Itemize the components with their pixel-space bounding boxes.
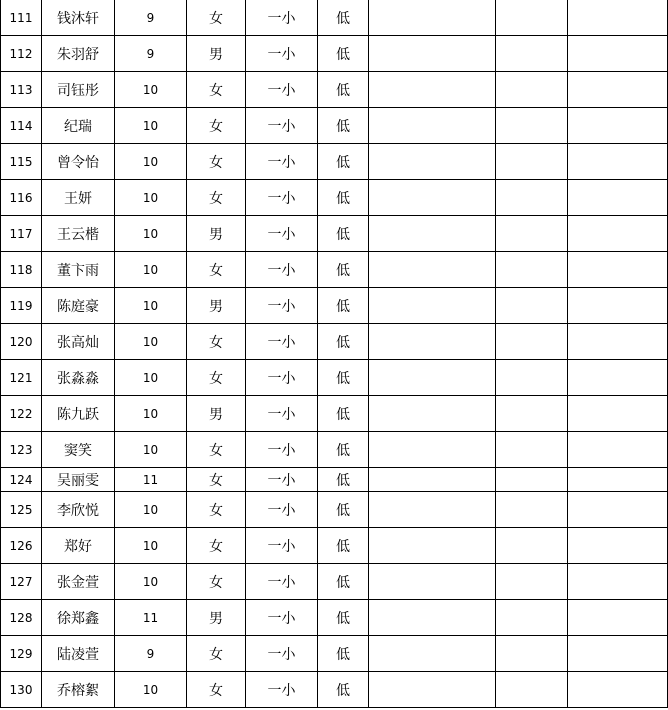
cell-number: 112: [1, 36, 42, 72]
cell-empty: [568, 636, 668, 672]
cell-empty: [496, 252, 568, 288]
cell-age: 10: [115, 564, 187, 600]
cell-level: 低: [318, 432, 369, 468]
cell-school: 一小: [246, 672, 318, 708]
cell-empty: [369, 492, 496, 528]
cell-empty: [369, 432, 496, 468]
cell-gender: 女: [187, 528, 246, 564]
cell-number: 111: [1, 0, 42, 36]
cell-empty: [568, 180, 668, 216]
cell-gender: 女: [187, 468, 246, 492]
cell-age: 10: [115, 108, 187, 144]
cell-level: 低: [318, 396, 369, 432]
cell-level: 低: [318, 360, 369, 396]
cell-gender: 女: [187, 144, 246, 180]
table-row: [1, 324, 668, 360]
cell-age: 10: [115, 180, 187, 216]
cell-empty: [496, 108, 568, 144]
cell-empty: [496, 672, 568, 708]
cell-number: 126: [1, 528, 42, 564]
cell-level: 低: [318, 288, 369, 324]
cell-level: 低: [318, 324, 369, 360]
cell-empty: [496, 144, 568, 180]
cell-gender: 女: [187, 360, 246, 396]
cell-number: 123: [1, 432, 42, 468]
cell-empty: [496, 432, 568, 468]
cell-name: 张金萱: [42, 564, 115, 600]
cell-level: 低: [318, 216, 369, 252]
cell-number: 124: [1, 468, 42, 492]
cell-empty: [369, 252, 496, 288]
cell-empty: [496, 324, 568, 360]
cell-name: 李欣悦: [42, 492, 115, 528]
table-row: [1, 396, 668, 432]
cell-name: 徐郑鑫: [42, 600, 115, 636]
cell-age: 11: [115, 468, 187, 492]
cell-school: 一小: [246, 0, 318, 36]
cell-number: 129: [1, 636, 42, 672]
cell-empty: [496, 468, 568, 492]
cell-name: 乔榕絮: [42, 672, 115, 708]
cell-empty: [568, 108, 668, 144]
cell-number: 115: [1, 144, 42, 180]
table-row: [1, 528, 668, 564]
cell-name: 陈九跃: [42, 396, 115, 432]
cell-school: 一小: [246, 492, 318, 528]
cell-level: 低: [318, 468, 369, 492]
table-row: [1, 564, 668, 600]
cell-empty: [568, 492, 668, 528]
cell-name: 朱羽舒: [42, 36, 115, 72]
cell-level: 低: [318, 0, 369, 36]
cell-school: 一小: [246, 468, 318, 492]
cell-age: 10: [115, 396, 187, 432]
cell-empty: [568, 252, 668, 288]
cell-empty: [568, 36, 668, 72]
cell-name: 司钰彤: [42, 72, 115, 108]
cell-name: 张高灿: [42, 324, 115, 360]
cell-empty: [496, 72, 568, 108]
cell-empty: [568, 216, 668, 252]
cell-name: 吴丽雯: [42, 468, 115, 492]
cell-empty: [369, 144, 496, 180]
cell-name: 钱沐轩: [42, 0, 115, 36]
cell-gender: 女: [187, 672, 246, 708]
cell-empty: [496, 636, 568, 672]
cell-empty: [369, 564, 496, 600]
cell-empty: [369, 216, 496, 252]
cell-age: 10: [115, 216, 187, 252]
cell-school: 一小: [246, 396, 318, 432]
cell-name: 郑好: [42, 528, 115, 564]
cell-age: 10: [115, 432, 187, 468]
cell-empty: [568, 144, 668, 180]
table-row: [1, 636, 668, 672]
cell-level: 低: [318, 528, 369, 564]
table-body: [1, 0, 668, 708]
cell-level: 低: [318, 564, 369, 600]
table-row: [1, 36, 668, 72]
cell-school: 一小: [246, 432, 318, 468]
cell-level: 低: [318, 636, 369, 672]
cell-name: 王妍: [42, 180, 115, 216]
cell-empty: [369, 180, 496, 216]
cell-age: 9: [115, 36, 187, 72]
table-row: [1, 288, 668, 324]
cell-gender: 男: [187, 396, 246, 432]
cell-empty: [568, 564, 668, 600]
cell-gender: 女: [187, 108, 246, 144]
table-row: [1, 216, 668, 252]
cell-name: 董卞雨: [42, 252, 115, 288]
cell-age: 9: [115, 636, 187, 672]
cell-gender: 男: [187, 216, 246, 252]
cell-name: 陆凌萱: [42, 636, 115, 672]
cell-empty: [496, 600, 568, 636]
cell-number: 114: [1, 108, 42, 144]
cell-number: 122: [1, 396, 42, 432]
cell-empty: [369, 600, 496, 636]
cell-empty: [496, 36, 568, 72]
cell-empty: [369, 108, 496, 144]
cell-age: 10: [115, 144, 187, 180]
cell-gender: 男: [187, 288, 246, 324]
cell-school: 一小: [246, 636, 318, 672]
cell-empty: [369, 288, 496, 324]
cell-number: 121: [1, 360, 42, 396]
cell-gender: 女: [187, 324, 246, 360]
cell-age: 9: [115, 0, 187, 36]
cell-number: 120: [1, 324, 42, 360]
cell-empty: [568, 72, 668, 108]
cell-age: 10: [115, 72, 187, 108]
cell-empty: [568, 672, 668, 708]
cell-level: 低: [318, 672, 369, 708]
cell-number: 113: [1, 72, 42, 108]
cell-school: 一小: [246, 360, 318, 396]
cell-empty: [369, 360, 496, 396]
table-row: [1, 672, 668, 708]
cell-empty: [369, 36, 496, 72]
cell-school: 一小: [246, 324, 318, 360]
cell-school: 一小: [246, 180, 318, 216]
cell-number: 127: [1, 564, 42, 600]
table-row: [1, 600, 668, 636]
cell-name: 陈庭豪: [42, 288, 115, 324]
cell-empty: [369, 324, 496, 360]
cell-empty: [568, 288, 668, 324]
cell-school: 一小: [246, 36, 318, 72]
cell-empty: [369, 396, 496, 432]
table-row: [1, 72, 668, 108]
cell-name: 张淼淼: [42, 360, 115, 396]
cell-name: 纪瑞: [42, 108, 115, 144]
cell-empty: [568, 324, 668, 360]
cell-age: 10: [115, 252, 187, 288]
table-row: [1, 180, 668, 216]
cell-empty: [568, 0, 668, 36]
cell-number: 130: [1, 672, 42, 708]
cell-age: 10: [115, 324, 187, 360]
cell-level: 低: [318, 144, 369, 180]
cell-empty: [568, 432, 668, 468]
cell-empty: [568, 600, 668, 636]
cell-empty: [496, 528, 568, 564]
cell-age: 10: [115, 672, 187, 708]
cell-gender: 女: [187, 564, 246, 600]
table-row: [1, 360, 668, 396]
cell-empty: [496, 216, 568, 252]
cell-level: 低: [318, 252, 369, 288]
cell-level: 低: [318, 180, 369, 216]
cell-school: 一小: [246, 108, 318, 144]
cell-gender: 女: [187, 432, 246, 468]
cell-empty: [369, 672, 496, 708]
table-row: [1, 468, 668, 492]
cell-school: 一小: [246, 528, 318, 564]
table-row: [1, 432, 668, 468]
table-row: [1, 144, 668, 180]
cell-gender: 男: [187, 600, 246, 636]
cell-age: 10: [115, 360, 187, 396]
table-row: [1, 492, 668, 528]
cell-gender: 女: [187, 492, 246, 528]
cell-empty: [369, 0, 496, 36]
cell-name: 窦笑: [42, 432, 115, 468]
table-row: [1, 252, 668, 288]
cell-age: 10: [115, 492, 187, 528]
cell-level: 低: [318, 36, 369, 72]
cell-school: 一小: [246, 252, 318, 288]
cell-level: 低: [318, 108, 369, 144]
table-row: [1, 108, 668, 144]
cell-number: 125: [1, 492, 42, 528]
cell-empty: [496, 360, 568, 396]
cell-school: 一小: [246, 144, 318, 180]
cell-name: 王云楷: [42, 216, 115, 252]
cell-number: 117: [1, 216, 42, 252]
cell-gender: 男: [187, 36, 246, 72]
cell-empty: [496, 396, 568, 432]
cell-empty: [568, 360, 668, 396]
cell-empty: [369, 528, 496, 564]
cell-empty: [568, 468, 668, 492]
cell-empty: [496, 180, 568, 216]
cell-empty: [568, 396, 668, 432]
cell-number: 128: [1, 600, 42, 636]
cell-empty: [369, 636, 496, 672]
cell-level: 低: [318, 72, 369, 108]
cell-age: 10: [115, 528, 187, 564]
cell-empty: [369, 468, 496, 492]
cell-gender: 女: [187, 72, 246, 108]
cell-school: 一小: [246, 72, 318, 108]
cell-gender: 女: [187, 0, 246, 36]
cell-empty: [369, 72, 496, 108]
cell-school: 一小: [246, 216, 318, 252]
cell-empty: [496, 0, 568, 36]
cell-gender: 女: [187, 636, 246, 672]
cell-gender: 女: [187, 180, 246, 216]
cell-level: 低: [318, 600, 369, 636]
cell-empty: [496, 492, 568, 528]
cell-name: 曾令怡: [42, 144, 115, 180]
cell-school: 一小: [246, 288, 318, 324]
cell-age: 10: [115, 288, 187, 324]
cell-empty: [496, 288, 568, 324]
cell-school: 一小: [246, 564, 318, 600]
table-row: [1, 0, 668, 36]
cell-empty: [568, 528, 668, 564]
cell-age: 11: [115, 600, 187, 636]
cell-number: 116: [1, 180, 42, 216]
cell-number: 119: [1, 288, 42, 324]
cell-number: 118: [1, 252, 42, 288]
cell-empty: [496, 564, 568, 600]
cell-school: 一小: [246, 600, 318, 636]
cell-level: 低: [318, 492, 369, 528]
cell-gender: 女: [187, 252, 246, 288]
